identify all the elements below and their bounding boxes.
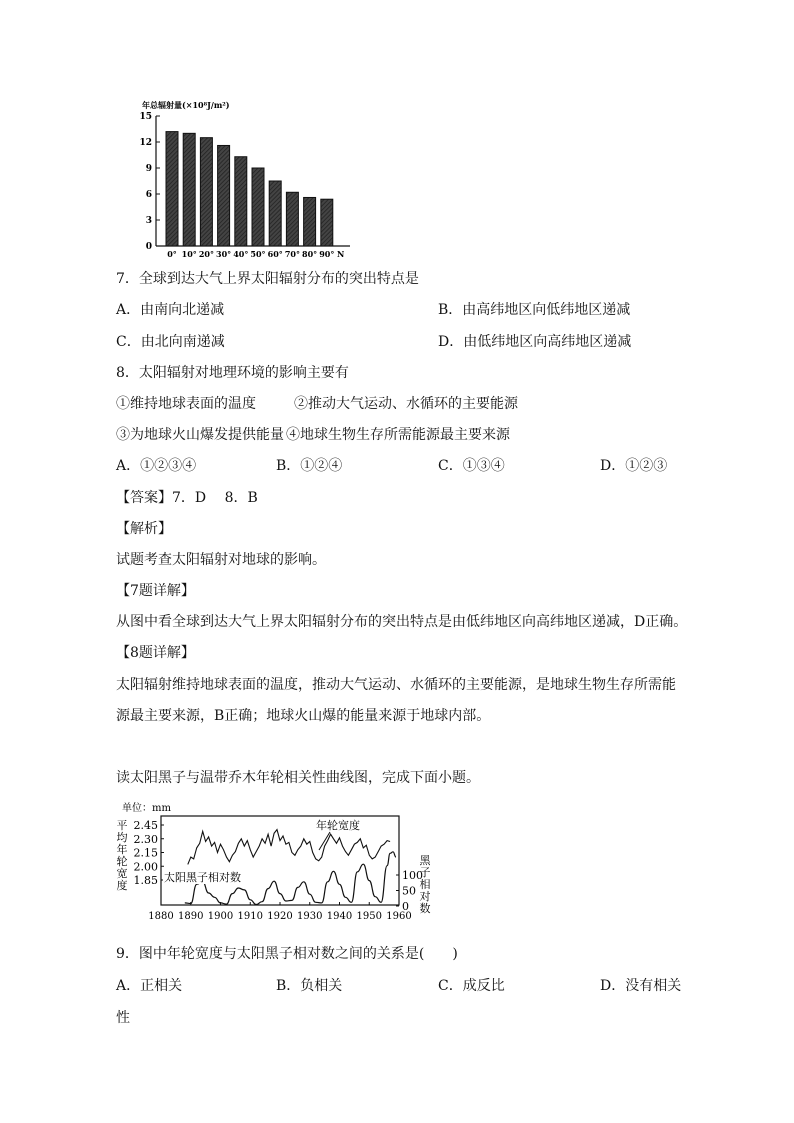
- right-axis-title-char: 相: [419, 878, 431, 891]
- answer-text: 7．D 8．B: [172, 490, 258, 506]
- detail8-label: 【8题详解】: [116, 645, 195, 661]
- q8-option-a[interactable]: A．①②③④: [116, 458, 197, 474]
- bar-70deg: [286, 192, 298, 246]
- line-chart-series: [185, 830, 396, 905]
- q8-item-3: ③为地球火山爆发提供能量: [116, 427, 284, 443]
- q7-option-d[interactable]: D．由低纬地区向高纬地区递减: [438, 334, 632, 350]
- bar-chart-title: 年总辐射量(×10⁸J/m²): [142, 100, 230, 110]
- left-axis-title-char: 度: [116, 879, 128, 892]
- line-left-tick-label: 2.30: [133, 832, 158, 846]
- q7-option-a[interactable]: A．由南向北递减: [116, 302, 225, 318]
- q8-stem: 8．太阳辐射对地理环境的影响主要有: [116, 365, 349, 381]
- bar-x-tick-label: 30°: [216, 249, 232, 259]
- bar-y-tick-label: 3: [145, 216, 152, 226]
- bar-60deg: [269, 181, 281, 246]
- unit-label: 单位：mm: [122, 803, 171, 814]
- q8-option-b[interactable]: B．①②④: [276, 458, 343, 474]
- bar-y-tick-label: 0: [145, 242, 152, 252]
- tree-ring-width-line: [188, 830, 390, 865]
- bar-x-tick-label: 20°: [198, 249, 214, 259]
- q8-option-c[interactable]: C．①③④: [438, 458, 505, 474]
- bar-x-tick-label: 70°: [284, 249, 300, 259]
- line-x-tick-label: 1950: [356, 911, 382, 922]
- bar-x-tick-label: 50°: [250, 249, 266, 259]
- line-right-tick-label: 50: [402, 884, 416, 898]
- right-axis-title-char: 子: [419, 866, 431, 879]
- bar-10deg: [183, 133, 195, 246]
- line-x-tick-label: 1890: [178, 911, 204, 922]
- q9-stem: 9．图中年轮宽度与太阳黑子相对数之间的关系是( ): [116, 946, 458, 962]
- bar-x-tick-label: 0°: [167, 249, 177, 259]
- left-axis-title-char: 均: [116, 831, 128, 844]
- bar-0deg: [166, 132, 178, 246]
- sunspot-tree-ring-chart: [112, 798, 442, 933]
- bar-40deg: [235, 157, 247, 246]
- bar-y-tick-label: 6: [145, 190, 152, 200]
- detail7-label: 【7题详解】: [116, 583, 195, 599]
- bar-80deg: [304, 197, 316, 246]
- line-x-tick-label: 1930: [297, 911, 323, 922]
- q9-option-d-cont: 性: [116, 1010, 130, 1026]
- q8-option-d[interactable]: D．①②③: [600, 458, 668, 474]
- line-left-tick-label: 2.00: [133, 860, 158, 874]
- detail8-line-2: 源最主要来源，B正确；地球火山爆的能量来源于地球内部。: [116, 708, 491, 724]
- answer-line: [116, 489, 258, 507]
- q7-option-b[interactable]: B．由高纬地区向低纬地区递减: [438, 302, 631, 318]
- bar-x-tick-label: 60°: [267, 249, 283, 259]
- line-left-tick-label: 2.15: [133, 846, 158, 860]
- detail8-line-1: 太阳辐射维持地球表面的温度，推动大气运动、水循环的主要能源，是地球生物生存所需能: [116, 677, 676, 693]
- line-chart-axes: [161, 816, 399, 906]
- radiation-bar-chart: [130, 96, 360, 262]
- detail7-text: 从图中看全球到达大气上界太阳辐射分布的突出特点是由低纬地区向高纬地区递减，D正确。: [116, 614, 688, 630]
- left-axis-title-char: 轮: [116, 855, 128, 868]
- left-axis-title-char: 年: [116, 843, 128, 856]
- line-x-tick-label: 1940: [326, 911, 353, 922]
- analysis-label: 【解析】: [116, 521, 172, 537]
- bar-chart-bars: [166, 132, 333, 246]
- line-right-tick-label: 0: [402, 900, 409, 913]
- q8-item-1: ①维持地球表面的温度: [116, 396, 256, 412]
- q9-option-b[interactable]: B．负相关: [276, 978, 343, 994]
- bar-y-tick-label: 9: [145, 164, 152, 174]
- bar-30deg: [218, 145, 230, 246]
- q9-option-a[interactable]: A．正相关: [116, 978, 183, 994]
- right-axis-title: [420, 854, 432, 915]
- left-axis-title-char: 平: [116, 819, 128, 832]
- bar-50deg: [252, 168, 264, 246]
- q8-item-4: ④地球生物生存所需能源最主要来源: [286, 427, 510, 443]
- q7-option-c[interactable]: C．由北向南递减: [116, 334, 225, 350]
- q9-option-c[interactable]: C．成反比: [438, 978, 505, 994]
- q8-item-2: ②推动大气运动、水循环的主要能源: [294, 396, 518, 412]
- answer-label: 【答案】: [116, 490, 172, 506]
- bar-x-tick-label: 10°: [181, 249, 197, 259]
- line-x-tick-label: 1900: [207, 911, 234, 922]
- bar-x-tick-label: 40°: [233, 249, 249, 259]
- bar-x-axis-suffix: N: [337, 249, 345, 259]
- line-x-tick-label: 1910: [237, 911, 263, 922]
- bar-20deg: [200, 138, 212, 246]
- line-right-tick-label: 100: [402, 869, 423, 882]
- line-chart-frame: [161, 816, 399, 905]
- bar-y-tick-label: 15: [139, 112, 152, 122]
- bar-x-tick-label: 80°: [302, 249, 318, 259]
- line-x-tick-label: 1960: [386, 911, 412, 922]
- line-left-tick-label: 1.85: [133, 874, 158, 887]
- section-intro: 读太阳黑子与温带乔木年轮相关性曲线图，完成下面小题。: [116, 770, 480, 786]
- q9-option-d[interactable]: D．没有相关: [600, 978, 682, 994]
- bar-90deg: [321, 199, 333, 246]
- analysis-text: 试题考查太阳辐射对地球的影响。: [116, 552, 326, 568]
- line-x-tick-label: 1920: [267, 911, 293, 922]
- sunspot-series-label: 太阳黑子相对数: [164, 871, 241, 884]
- tree-ring-series-label: 年轮宽度: [316, 819, 360, 832]
- left-axis-title: [117, 819, 128, 892]
- bar-y-tick-label: 12: [139, 138, 152, 148]
- line-x-tick-label: 1880: [148, 911, 174, 922]
- left-axis-title-char: 宽: [116, 867, 128, 880]
- right-axis-title-char: 黑: [419, 854, 431, 867]
- q7-stem: 7．全球到达大气上界太阳辐射分布的突出特点是: [116, 271, 419, 287]
- line-left-tick-label: 2.45: [133, 819, 158, 832]
- right-axis-title-char: 对: [419, 890, 431, 903]
- bar-x-tick-label: 90°: [319, 249, 335, 259]
- right-axis-title-char: 数: [419, 902, 431, 915]
